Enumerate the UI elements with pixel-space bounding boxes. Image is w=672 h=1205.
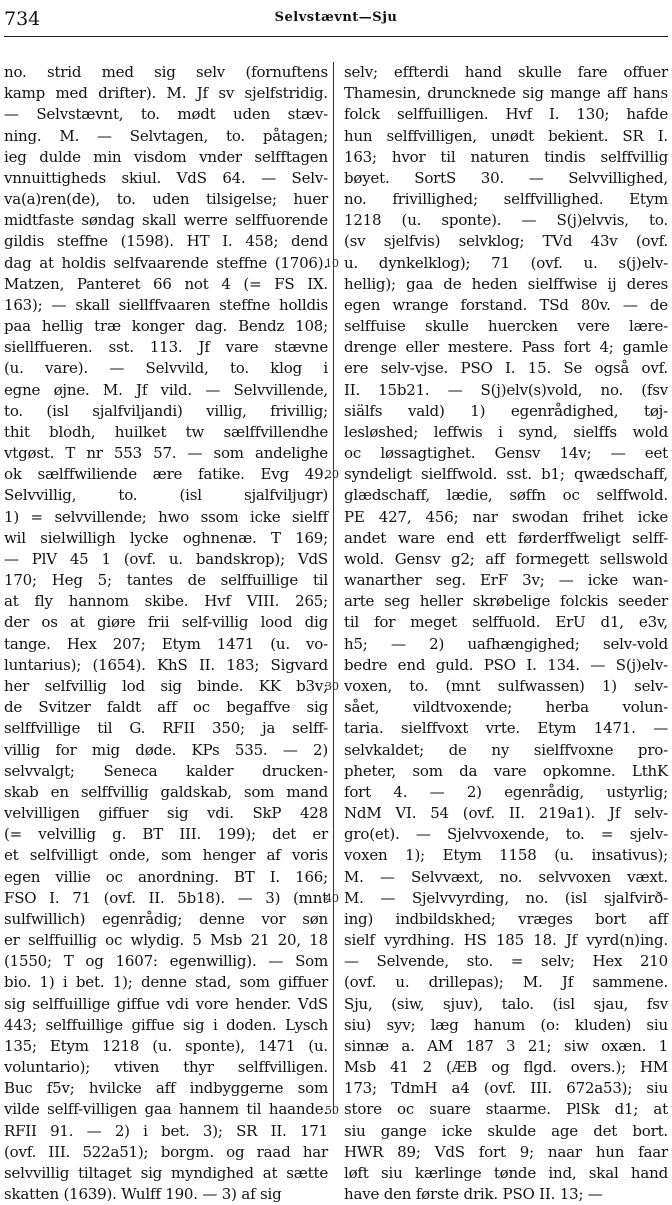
text-line: villig for mig døde. KPs 535. — 2) xyxy=(4,740,328,759)
text-line: siu gange icke skulde age det bort. xyxy=(344,1121,668,1140)
text-line: Thamesin, druncknede sig mange aff hans xyxy=(344,84,668,103)
text-line: vnnuittigheds skiul. VdS 64. — Selv- xyxy=(4,168,328,187)
text-line: folck selffuilligen. Hvf I. 130; hafde xyxy=(344,105,668,124)
header-rule xyxy=(4,36,668,37)
text-line: arte seg heller skrøbelige folckis seeder xyxy=(344,592,668,611)
text-line: sulfwillich) egenrådig; denne vor søn xyxy=(4,909,328,928)
line-number: 50 xyxy=(325,1103,339,1117)
text-line: vilde selff-villigen gaa hannem til haande. xyxy=(4,1100,328,1119)
text-line: u. dynkelklog); 71 (ovf. u. s(j)elv- xyxy=(344,253,668,272)
text-line: 135; Etym 1218 (u. sponte), 1471 (u. xyxy=(4,1036,328,1055)
text-line: Buc f5v; hvilcke aff indbyggerne som xyxy=(4,1079,328,1098)
page-number: 734 xyxy=(4,8,41,30)
text-line: (1550; T og 1607: egenwillig). — Som xyxy=(4,952,328,971)
text-line: hun selffvilligen, unødt bekient. SR I. xyxy=(344,126,668,145)
text-line: ok sælffwiliende ære fatike. Evg 49. xyxy=(4,465,328,484)
text-line: wil sielwilligh lycke oghnenæ. T 169; xyxy=(4,528,328,547)
text-line: vtgøst. T nr 553 57. — som andelighe xyxy=(4,444,328,463)
text-line: oc løssagtighet. Gensv 14v; — eet xyxy=(344,444,668,463)
text-line: store oc suare staarme. PlSk d1; at xyxy=(344,1100,668,1119)
text-line: at fly hannom skibe. Hvf VIII. 265; xyxy=(4,592,328,611)
left-column xyxy=(4,62,328,1205)
text-line: et selfvilligt onde, som henger af voris xyxy=(4,846,328,865)
text-line: wanarther seg. ErF 3v; — icke wan- xyxy=(344,571,668,590)
text-line: 173; TdmH a4 (ovf. III. 672a53); siu xyxy=(344,1079,668,1098)
text-line: er selffuillig oc wlydig. 5 Msb 21 20, 18 xyxy=(4,931,328,950)
text-line: NdM VI. 54 (ovf. II. 219a1). Jf selv- xyxy=(344,804,668,823)
text-line: — Selvstævnt, to. mødt uden stæv- xyxy=(4,105,328,124)
text-line: selffvillige til G. RFII 350; ja selff- xyxy=(4,719,328,738)
text-line: Matzen, Panteret 66 not 4 (= FS IX. xyxy=(4,274,328,293)
text-line: voluntario); vtiven thyr selffvilligen. xyxy=(4,1058,328,1077)
text-line: løft siu kærlinge tønde ind, skal hand xyxy=(344,1163,668,1182)
text-line: selvvillig tiltaget sig myndighed at sætte xyxy=(4,1163,328,1182)
text-line: taria. sielffvoxt vrte. Etym 1471. — xyxy=(344,719,668,738)
text-line: voxen 1); Etym 1158 (u. insativus); xyxy=(344,846,668,865)
text-line: no. strid med sig selv (fornuftens xyxy=(4,63,328,81)
text-line: ning. M. — Selvtagen, to. påtagen; xyxy=(4,126,328,145)
text-line: selvkaldet; de ny sielffvoxne pro- xyxy=(344,740,668,759)
text-line: (= velvillig g. BT III. 199); det er xyxy=(4,825,328,844)
text-line: bøyet. SortS 30. — Selvvillighed, xyxy=(344,168,668,187)
text-line: 1) = selvvillende; hwo ssom icke sielff xyxy=(4,507,328,526)
text-line: gildis steffne (1598). HT I. 458; dend xyxy=(4,232,328,251)
text-line: andet ware end ett førderffweligt selff- xyxy=(344,528,668,547)
text-line: selffuise skulle huercken vere lære- xyxy=(344,317,668,336)
line-number: 10 xyxy=(325,256,339,270)
text-line: skatten (1639). Wulff 190. — 3) af sig xyxy=(4,1185,282,1204)
text-line: fort 4. — 2) egenrådig, ustyrlig; xyxy=(344,782,668,801)
text-line: h5; — 2) uafhængighed; selv-vold xyxy=(344,634,668,653)
text-line: M. — Sjelvvyrding, no. (isl sjalfvirð- xyxy=(344,888,668,907)
text-line: til for meget selffuold. ErU d1, e3v, xyxy=(344,613,668,632)
text-line: bio. 1) i bet. 1); denne stad, som giffuer xyxy=(4,973,328,992)
line-number: 40 xyxy=(325,892,339,906)
text-line: siälfs vald) 1) egenrådighed, tøj- xyxy=(344,401,668,420)
text-line: Sju, (siw, sjuv), talo. (isl sjau, fsv xyxy=(344,994,668,1013)
text-line: de Svitzer faldt aff oc begaffve sig xyxy=(4,698,328,717)
text-line: 443; selffuillige giffue sig i doden. Lysch xyxy=(4,1015,328,1034)
text-line: gro(et). — Sjelvvoxende, to. = sjelv- xyxy=(344,825,668,844)
text-line: bedre end guld. PSO I. 134. — S(j)elv- xyxy=(344,655,668,674)
text-line: glædschaff, lædie, søffn oc selffwold. xyxy=(344,486,668,505)
text-line: lesløshed; leffwis i synd, sielffs wold xyxy=(344,422,668,441)
text-line: to. (isl sjalfviljandi) villig, frivillig; xyxy=(4,401,328,420)
text-line: (sv sjelfvis) selvklog; TVd 43v (ovf. xyxy=(344,232,668,251)
text-line: drenge eller mestere. Pass fort 4; gamle xyxy=(344,338,668,357)
page-header xyxy=(0,0,672,40)
text-line: kamp med drifter). M. Jf sv sjelfstridig. xyxy=(4,84,328,103)
line-number: 30 xyxy=(325,680,339,694)
text-line: ieg dulde min visdom vnder selfftagen xyxy=(4,147,328,166)
text-line: HWR 89; VdS fort 9; naar hun faar xyxy=(344,1142,668,1161)
text-line: sig selffuillige giffue vdi vore hender. VdS xyxy=(4,994,328,1013)
text-line: II. 15b21. — S(j)elv(s)vold, no. (fsv xyxy=(344,380,668,399)
text-line: sået, vildtvoxende; herba volun- xyxy=(344,698,668,717)
text-line: her selfvillig lod sig binde. KK b3v; xyxy=(4,676,328,695)
text-line: (ovf. III. 522a51); borgm. og raad har xyxy=(4,1142,328,1161)
text-line: selv; effterdi hand skulle fare offuer xyxy=(344,63,668,81)
text-line: dag at holdis selfvaarende steffne (1706). xyxy=(4,253,328,272)
right-column xyxy=(344,62,668,1205)
text-line: FSO I. 71 (ovf. II. 5b18). — 3) (mnt xyxy=(4,888,328,907)
text-line: PE 427, 456; nar swodan frihet icke xyxy=(344,507,668,526)
text-line: thit blodh, huilket tw sælffvillendhe xyxy=(4,422,328,441)
text-line: have den første drik. PSO II. 13; — xyxy=(344,1185,603,1204)
text-line: siu) syv; læg hanum (o: kluden) siu xyxy=(344,1015,668,1034)
text-line: syndeligt sielffwold. sst. b1; qwædschaff, xyxy=(344,465,668,484)
text-line: hellig); gaa de heden sielffwise ij deres xyxy=(344,274,668,293)
text-line: 170; Heg 5; tantes de selffuillige til xyxy=(4,571,328,590)
text-line: Msb 41 2 (ÆB og flgd. overs.); HM xyxy=(344,1058,668,1077)
text-line: der os at giøre frii self-villig lood dig xyxy=(4,613,328,632)
text-line: paa hellig træ konger dag. Bendz 108; xyxy=(4,317,328,336)
text-line: egen wrange forstand. TSd 80v. — de xyxy=(344,295,668,314)
text-line: M. — Selvvæxt, no. selvvoxen væxt. xyxy=(344,867,668,886)
text-line: midtfaste søndag skall werre selffuorende xyxy=(4,211,328,230)
text-line: voxen, to. (mnt sulfwassen) 1) selv- xyxy=(344,676,668,695)
text-line: 163; hvor til naturen tindis selffvillig xyxy=(344,147,668,166)
text-line: Selvvillig, to. (isl sjalfviljugr) xyxy=(4,486,328,505)
line-number: 20 xyxy=(325,468,339,482)
text-line: sielf vyrdhing. HS 185 18. Jf vyrd(n)ing. xyxy=(344,931,668,950)
text-line: wold. Gensv g2; aff formegett sellswold xyxy=(344,549,668,568)
text-line: pheter, som da vare opkomne. LthK xyxy=(344,761,668,780)
text-line: siellffueren. sst. 113. Jf vare stævne xyxy=(4,338,328,357)
text-line: velvilligen giffuer sig vdi. SkP 428 xyxy=(4,804,328,823)
text-line: no. frivillighed; selffvillighed. Etym xyxy=(344,190,668,209)
text-line: luntarius); (1654). KhS II. 183; Sigvard xyxy=(4,655,328,674)
text-line: sinnæ a. AM 187 3 21; siw oxæn. 1 xyxy=(344,1036,668,1055)
text-line: (ovf. u. drillepas); M. Jf sammene. xyxy=(344,973,668,992)
text-line: egne øjne. M. Jf vild. — Selvvillende, xyxy=(4,380,328,399)
text-line: ere selv-vjse. PSO I. 15. Se også ovf. xyxy=(344,359,668,378)
text-line: (u. vare). — Selvvild, to. klog i xyxy=(4,359,328,378)
running-head: Selvstævnt—Sju xyxy=(274,10,398,25)
text-line: RFII 91. — 2) i bet. 3); SR II. 171 xyxy=(4,1121,328,1140)
dictionary-columns xyxy=(0,62,672,1204)
text-line: — Selvende, sto. = selv; Hex 210 xyxy=(344,952,668,971)
text-line: 163); — skall siellffvaaren steffne holldis xyxy=(4,295,328,314)
text-line: ing) indbildskhed; vræges bort aff xyxy=(344,909,668,928)
text-line: selvvalgt; Seneca kalder drucken- xyxy=(4,761,328,780)
text-line: — PlV 45 1 (ovf. u. bandskrop); VdS xyxy=(4,549,328,568)
text-line: 1218 (u. sponte). — S(j)elvvis, to. xyxy=(344,211,668,230)
text-line: egen villie oc anordning. BT I. 166; xyxy=(4,867,328,886)
text-line: va(a)ren(de), to. uden tilsigelse; huer xyxy=(4,190,328,209)
text-line: skab en selffvillig galdskab, som mand xyxy=(4,782,328,801)
text-line: tange. Hex 207; Etym 1471 (u. vo- xyxy=(4,634,328,653)
